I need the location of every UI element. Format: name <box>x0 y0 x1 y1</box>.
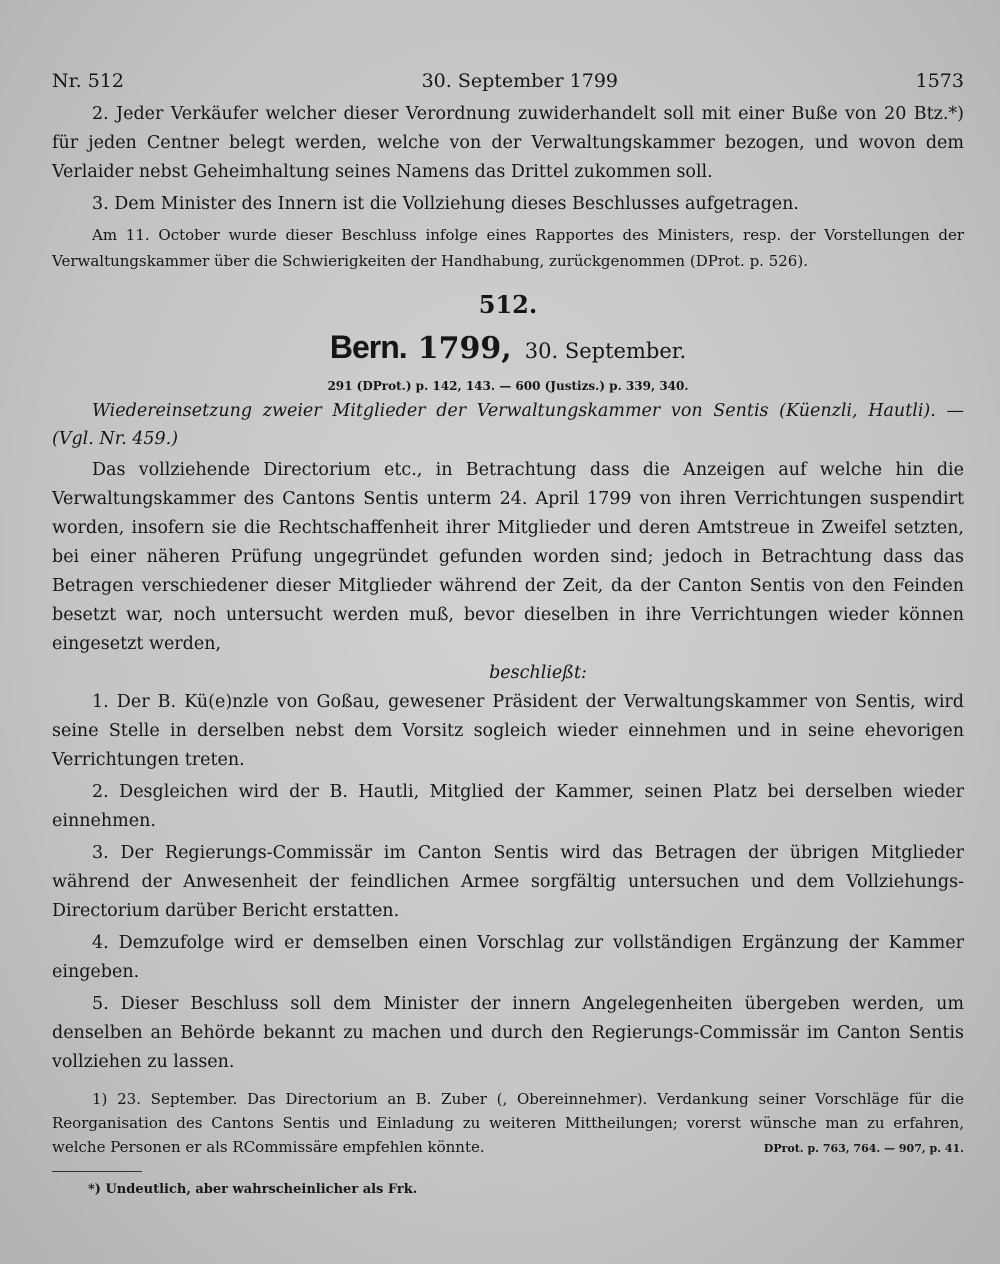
previous-note: Am 11. October wurde dieser Beschluss infolge eines Rapportes des Ministers, resp. der Vorstellungen der Verwaltungskammer über die Schwierigkeiten der Handhabung, zurückgenommen (DProt. p. 526). <box>52 226 964 270</box>
running-header <box>52 70 964 92</box>
decision-item-1: 1. Der B. Kü(e)nzle von Goßau, gewesener Präsident der Verwaltungskammer von Sentis, wird seine Stelle in derselben nebst dem Vorsitz sogleich wieder einnehmen und in seine ehevorigen Verrichtungen treten. <box>52 692 964 770</box>
document-date: 30. September. <box>524 339 687 363</box>
header-number: Nr. 512 <box>52 70 124 92</box>
document-heading <box>52 327 964 373</box>
page-content <box>52 70 964 1197</box>
document-place: Bern. <box>329 329 407 365</box>
previous-item-3: 3. Dem Minister des Innern ist die Vollziehung dieses Beschlusses aufgetragen. <box>92 194 799 214</box>
decision-item-4: 4. Demzufolge wird er demselben einen Vorschlag zur vollständigen Ergänzung der Kammer eingeben. <box>52 933 964 982</box>
footnote-asterisk: *) Undeutlich, aber wahrscheinlicher als Frk. <box>88 1182 418 1197</box>
previous-item-2: 2. Jeder Verkäufer welcher dieser Verordnung zuwiderhandelt soll mit einer Buße von 20 Btz.*) für jeden Centner belegt werden, welche von der Verwaltungskammer bezogen, und wovon dem Verlaider nebst Geheimhaltung seines Namens das Drittel zukommen soll. <box>52 104 964 182</box>
document-preamble: Das vollziehende Directorium etc., in Betrachtung dass die Anzeigen auf welche hin die Verwaltungskammer des Cantons Sentis unterm 24. April 1799 von ihren Verrichtungen suspendirt worden, insofern sie die Rechtschaffenheit ihrer Mitglieder und deren Amtstreue in Zweifel setzten, bei einer näheren Prüfung ungegründet gefunden worden sind; jedoch in Betrachtung dass das Betragen verschiedener dieser Mitglieder während der Zeit, da der Canton Sentis von den Feinden besetzt war, noch untersucht werden muß, bevor dieselben in ihre Verrichtungen wieder können eingesetzt werden, <box>52 460 964 654</box>
footnote-1-reference: DProt. p. 763, 764. — 907, p. 41. <box>763 1142 964 1155</box>
footnote-divider <box>52 1171 142 1172</box>
decision-item-5: 5. Dieser Beschluss soll dem Minister der innern Angelegenheiten übergeben werden, um denselben an Behörde bekannt zu machen und durch den Regierungs-Commissär im Canton Sentis vollziehen zu lassen. <box>52 994 964 1072</box>
decision-item-2: 2. Desgleichen wird der B. Hautli, Mitglied der Kammer, seinen Platz bei derselben wieder einnehmen. <box>52 782 964 831</box>
footnote-1-text: 1) 23. September. Das Directorium an B. Zuber (, Obereinnehmer). Verdankung seiner Vorschläge für die Reorganisation des Cantons Sentis und Einladung zu weiteren Mittheilungen; vorerst wünsche man zu erfahren, welche Personen er als RCommissäre empfehlen könnte. <box>52 1090 964 1156</box>
footnote-1 <box>52 1087 964 1159</box>
document-subject: Wiedereinsetzung zweier Mitglieder der Verwaltungskammer von Sentis (Küenzli, Hautli). — (Vgl. Nr. 459.) <box>52 401 964 449</box>
decision-item-3: 3. Der Regierungs-Commissär im Canton Sentis wird das Betragen der übrigen Mitglieder während der Anwesenheit der feindlichen Armee sorgfältig untersuchen und dem Vollziehungs-Directorium darüber Bericht erstatten. <box>52 843 964 921</box>
page-number: 1573 <box>915 70 964 92</box>
document-sources: 291 (DProt.) p. 142, 143. — 600 (Justizs.) p. 339, 340. <box>327 379 689 393</box>
document-year: 1799, <box>417 331 512 366</box>
document-number: 512. <box>478 290 538 319</box>
header-date: 30. September 1799 <box>421 70 619 92</box>
decision-heading: beschließt: <box>489 663 587 683</box>
